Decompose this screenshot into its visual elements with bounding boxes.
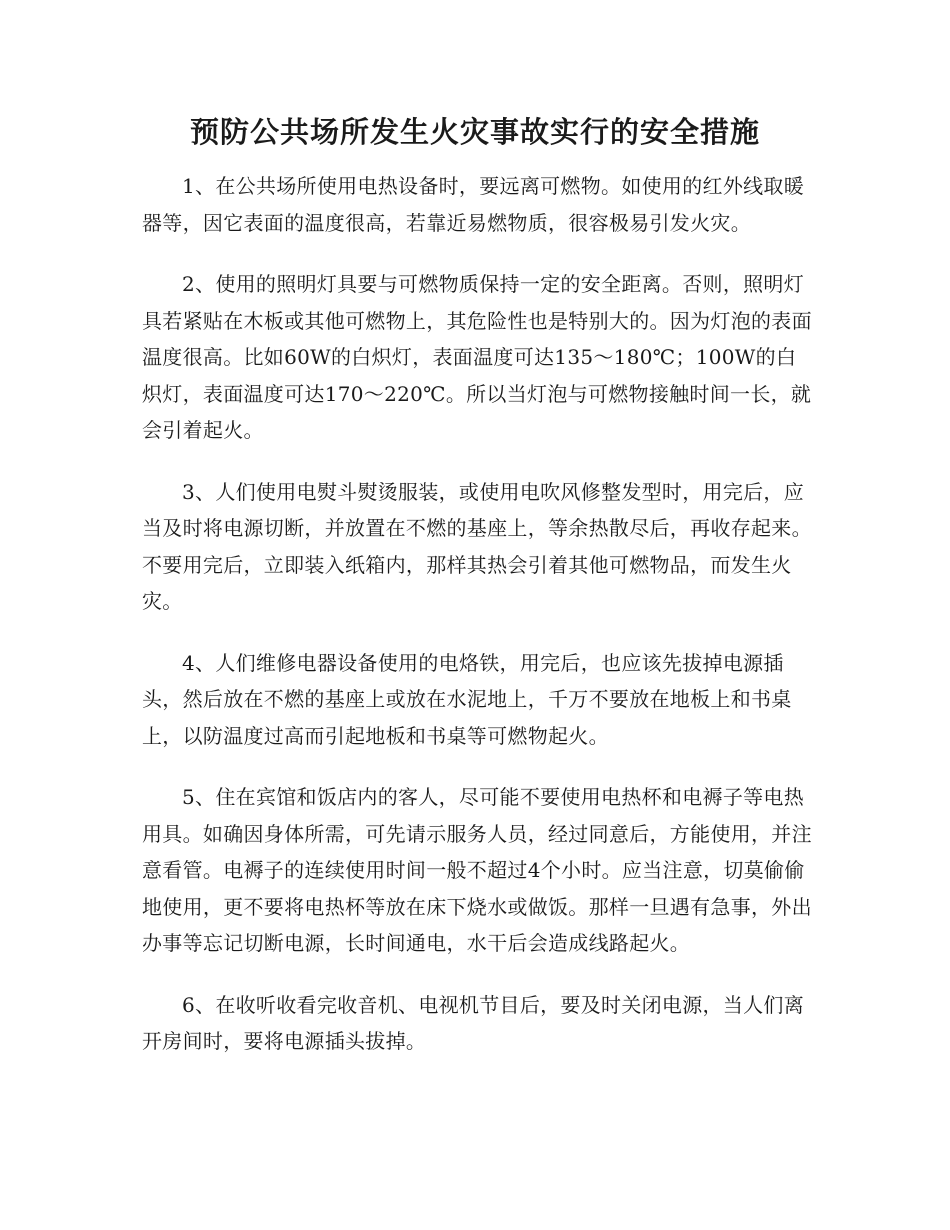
- paragraph-4: 4、人们维修电器设备使用的电烙铁，用完后，也应该先拔掉电源插头，然后放在不燃的基座上或放在水泥地上，千万不要放在地板上和书桌上，以防温度过高而引起地板和书桌等可燃物起火。: [142, 650, 792, 748]
- paragraph-1: 1、在公共场所使用电热设备时，要远离可燃物。如使用的红外线取暖器等，因它表面的温度很高，若靠近易燃物质，很容极易引发火灾。: [142, 174, 805, 235]
- paragraph-2: 2、使用的照明灯具要与可燃物质保持一定的安全距离。否则，照明灯具若紧贴在木板或其他可燃物上，其危险性也是特别大的。因为灯泡的表面温度很高。比如60W的白炽灯，表面温度可达135～180℃；100W的白炽灯，表面温度可达170～220℃。所以当灯泡与可燃物接触时间一长，就会引着起火。: [142, 272, 812, 442]
- document-title: 预防公共场所发生火灾事故实行的安全措施: [189, 115, 760, 149]
- document-body: [142, 168, 812, 1085]
- paragraph-3: 3、人们使用电熨斗熨烫服装，或使用电吹风修整发型时，用完后，应当及时将电源切断，并放置在不燃的基座上，等余热散尽后，再收存起来。不要用完后，立即装入纸箱内，那样其热会引着其他可燃物品，而发生火灾。: [142, 479, 812, 613]
- paragraph-5: 5、住在宾馆和饭店内的客人，尽可能不要使用电热杯和电褥子等电热用具。如确因身体所需，可先请示服务人员，经过同意后，方能使用，并注意看管。电褥子的连续使用时间一般不超过4个小时。应当注意，切莫偷偷地使用，更不要将电热杯等放在床下烧水或做饭。那样一旦遇有急事，外出办事等忘记切断电源，长时间通电，水干后会造成线路起火。: [142, 785, 812, 955]
- paragraph-6: 6、在收听收看完收音机、电视机节目后，要及时关闭电源，当人们离开房间时，要将电源插头拔掉。: [142, 992, 805, 1053]
